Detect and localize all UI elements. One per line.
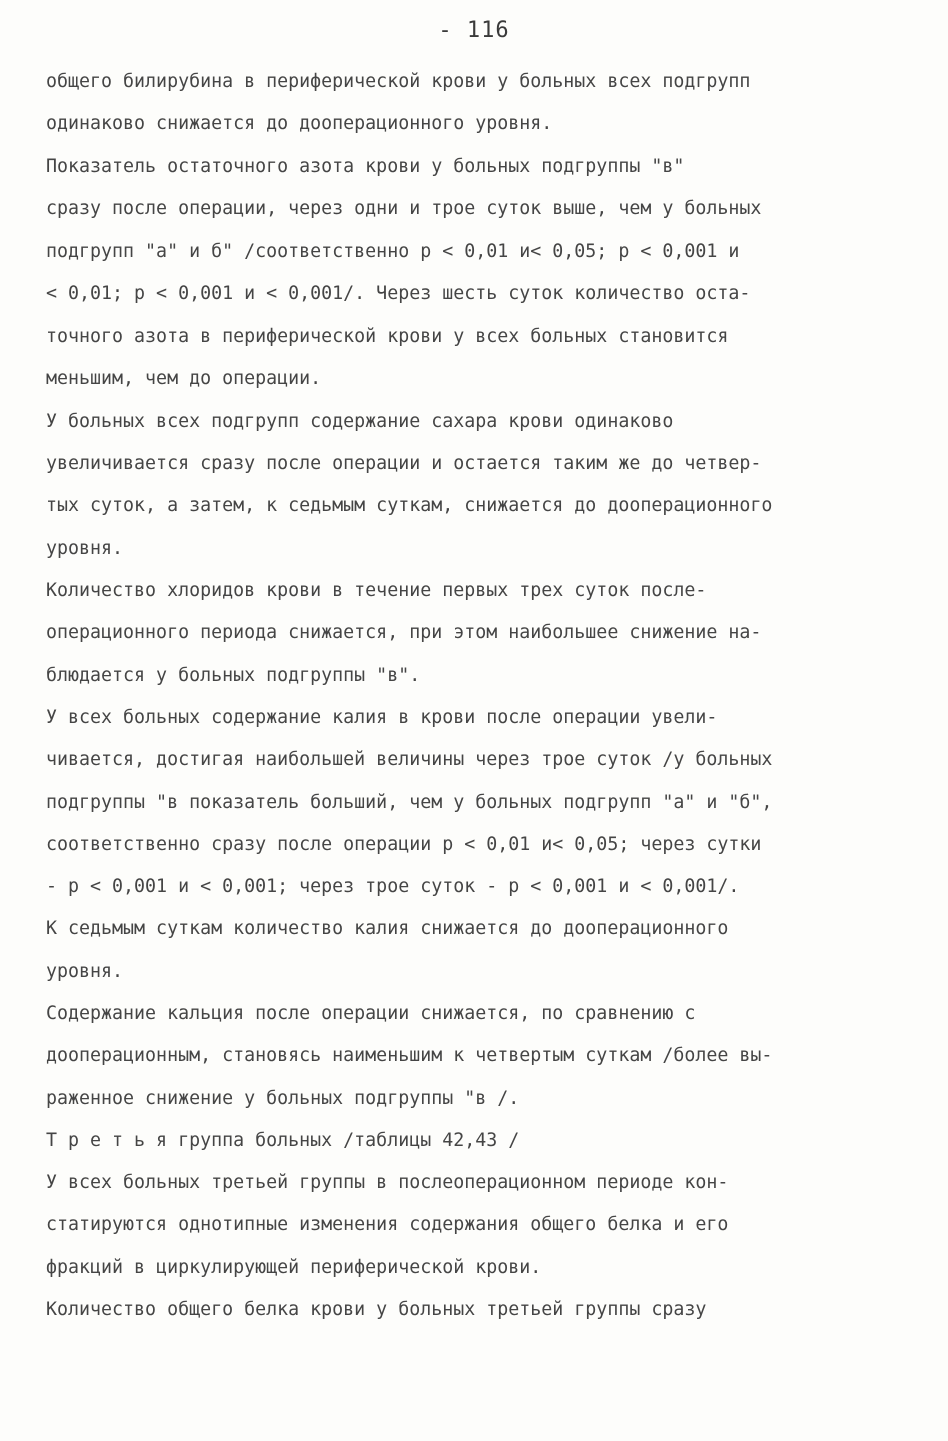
text-line: У всех больных третьей группы в послеоперационном периоде кон- [46, 1172, 729, 1193]
text-line: увеличивается сразу после операции и остается таким же до четвер- [46, 453, 762, 474]
text-line: сразу после операции, через одни и трое суток выше, чем у больных [46, 198, 762, 219]
text-line: раженное снижение у больных подгруппы "в /. [46, 1088, 520, 1109]
text-line: меньшим, чем до операции. [46, 368, 322, 389]
text-line: У всех больных содержание калия в крови после операции увели- [46, 707, 718, 728]
text-line: уровня. [46, 538, 124, 559]
text-line: < 0,01; р < 0,001 и < 0,001/. Через шесть суток количество оста- [46, 283, 751, 304]
text-line: статируются однотипные изменения содержания общего белка и его [46, 1214, 729, 1235]
section-heading: Т р е т ь я группа больных /таблицы 42,43 / [46, 1130, 520, 1151]
text-line: - р < 0,001 и < 0,001; через трое суток - р < 0,001 и < 0,001/. [46, 876, 740, 897]
text-line: подгрупп "а" и б" /соответственно р < 0,01 и< 0,05; р < 0,001 и [46, 241, 740, 262]
text-line: чивается, достигая наибольшей величины через трое суток /у больных [46, 749, 773, 770]
text-line: К седьмым суткам количество калия снижается до дооперационного [46, 918, 729, 939]
text-line: операционного периода снижается, при этом наибольшее снижение на- [46, 622, 762, 643]
text-line: точного азота в периферической крови у всех больных становится [46, 326, 729, 347]
text-line: дооперационным, становясь наименьшим к четвертым суткам /более вы- [46, 1045, 773, 1066]
text-line: соответственно сразу после операции р < 0,01 и< 0,05; через сутки [46, 834, 762, 855]
text-line: уровня. [46, 961, 124, 982]
text-line: Содержание кальция после операции снижается, по сравнению с [46, 1003, 696, 1024]
text-line: У больных всех подгрупп содержание сахара крови одинаково [46, 411, 674, 432]
text-line: одинаково снижается до дооперационного уровня. [46, 113, 553, 134]
text-line: фракций в циркулирующей периферической крови. [46, 1257, 542, 1278]
text-line: тых суток, а затем, к седьмым суткам, снижается до дооперационного [46, 495, 773, 516]
text-line: Показатель остаточного азота крови у больных подгруппы "в" [46, 156, 685, 177]
text-line: общего билирубина в периферической крови у больных всех подгрупп [46, 71, 751, 92]
text-line: подгруппы "в показатель больший, чем у больных подгрупп "а" и "б", [46, 792, 773, 813]
text-line: блюдается у больных подгруппы "в". [46, 665, 421, 686]
page-number: - 116 [438, 18, 510, 43]
text-line: Количество общего белка крови у больных третьей группы сразу [46, 1299, 707, 1320]
text-line: Количество хлоридов крови в течение первых трех суток после- [46, 580, 707, 601]
